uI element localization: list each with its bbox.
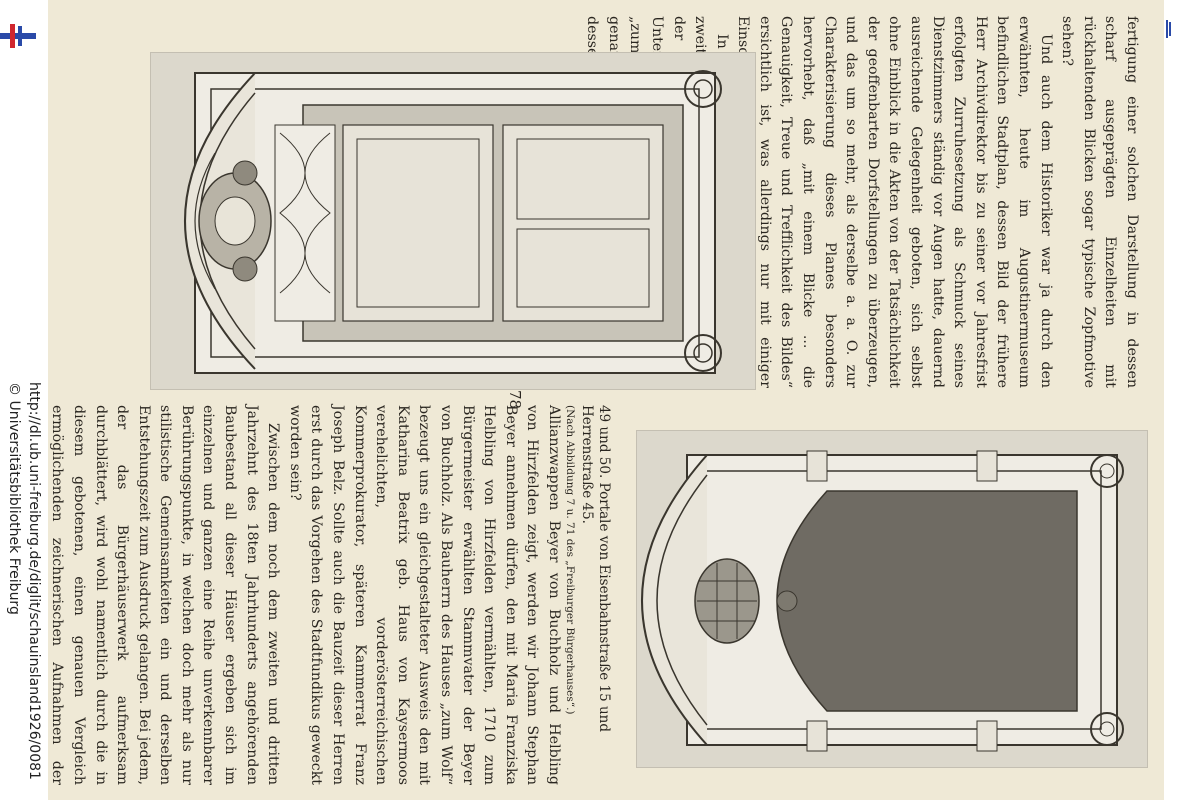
marker-bar bbox=[18, 26, 22, 46]
figure-caption-sub: (Nach Abbildung 7 u. 71 des „Freiburger Bürgerhauses“.) bbox=[564, 405, 576, 715]
figure-caption-main: 49 und 50. Portale von Eisenbahnstraße 15 und Herrenstraße 45. bbox=[579, 405, 612, 732]
scanned-page bbox=[48, 0, 1164, 800]
text-column-right bbox=[48, 405, 564, 785]
paragraph: Zwischen dem noch dem zweiten und dritten Jahrzehnt des 18ten Jahrhunderts angehörenden Baubestand all dieser Häuser ergeben sich im einzelnen und ganzen eine Reihe unverkennbarer Berührungspunkte, in welchen doch mehr als nur stilistische Gemeinsamkeiten ein und derselben Entstehungszeit zum Ausdruck gelangen. Bei jedem, der das Bürgerhäuserwerk aufmerksam durchblättert, wird wohl namentlich durch die in diesem gebotenen, einen genauen Vergleich ermöglichenden zeichnerischen Aufnahmen der bbox=[49, 405, 282, 785]
copyright-notice: © Universitätsbibliothek Freiburg bbox=[6, 382, 22, 615]
scan-marker-icon bbox=[0, 24, 36, 48]
page-number: 78 bbox=[506, 390, 524, 410]
marker-bar bbox=[10, 24, 15, 48]
portal-drawing-herrenstrasse bbox=[637, 431, 1147, 767]
paragraph: In zweite der „zum genannt dessen bbox=[584, 16, 730, 76]
paragraph: fertigung einer solchen Darstellung in dessen scharf ausgeprägten Einzelheiten mit rückhaltenden Blicken sogar typische Zopfmotive sehen? bbox=[1059, 16, 1140, 388]
scan-edge-marker-icon bbox=[1166, 20, 1172, 38]
paragraph: Allianzwappen Beyer von Buchholz und Helbling von Hirzfelden zeigt, werden wir Johann Stephan Beyer annehmen dürfen, den mit Maria Franziska Helbling von Hirzfelden vermählten, 1710 zum Bürgermeister erwählten Stammvater der Beyer von Buchholz. Als Bauherrn des Hauses „zum Wolf“ bezeugt uns ein gleichgestalteter Ausweis den mit Katharina Beatrix geb. Haus von Kaysermoos verehelichten, vorderösterreichischen Kommerprokurator, späteren Kammerrat Franz Joseph Belz. Sollte auch die Bauzeit dieser Herren erst durch das Vorgehen des Stadtfundikus geweckt worden sein? bbox=[286, 405, 562, 785]
paragraph: Und auch dem Historiker war ja durch den erwähnten, heute im Augustinermuseum befindlichen Stadtplan, dessen Bild der frühere Herr Archivdirektor bis zu seiner vor Jahresfrist erfolgten Zurruhesetzung als Schmuck seines Dienstzimmers ständig vor Augen hatte, dauernd ausreichende Gelegenheit geboten, sich selbst ohne Einblick in die Akten von der Tatsächlichkeit der geoffenbarten Dorfstellungen zu überzeugen, und das um so mehr, als derselbe a. a. O. zur Charakterisierung dieses Planes besonders hervorhebt, daß „mit einem Blicke ... die Genauigkeit, Treue und Trefflichkeit des Bildes“ ersichtlich ist, was allerdings nur mit einiger bbox=[756, 16, 1054, 388]
portal-illustration-2 bbox=[636, 430, 1148, 768]
side-caption bbox=[4, 380, 44, 800]
page-sheet bbox=[48, 0, 1164, 800]
source-url[interactable]: http://dl.ub.uni-freiburg.de/diglit/schauinsland1926/0081 bbox=[26, 382, 42, 780]
portal-drawing-eisenbahnstrasse bbox=[151, 53, 755, 389]
figure-caption bbox=[561, 405, 612, 785]
portal-illustration-1 bbox=[150, 52, 756, 390]
